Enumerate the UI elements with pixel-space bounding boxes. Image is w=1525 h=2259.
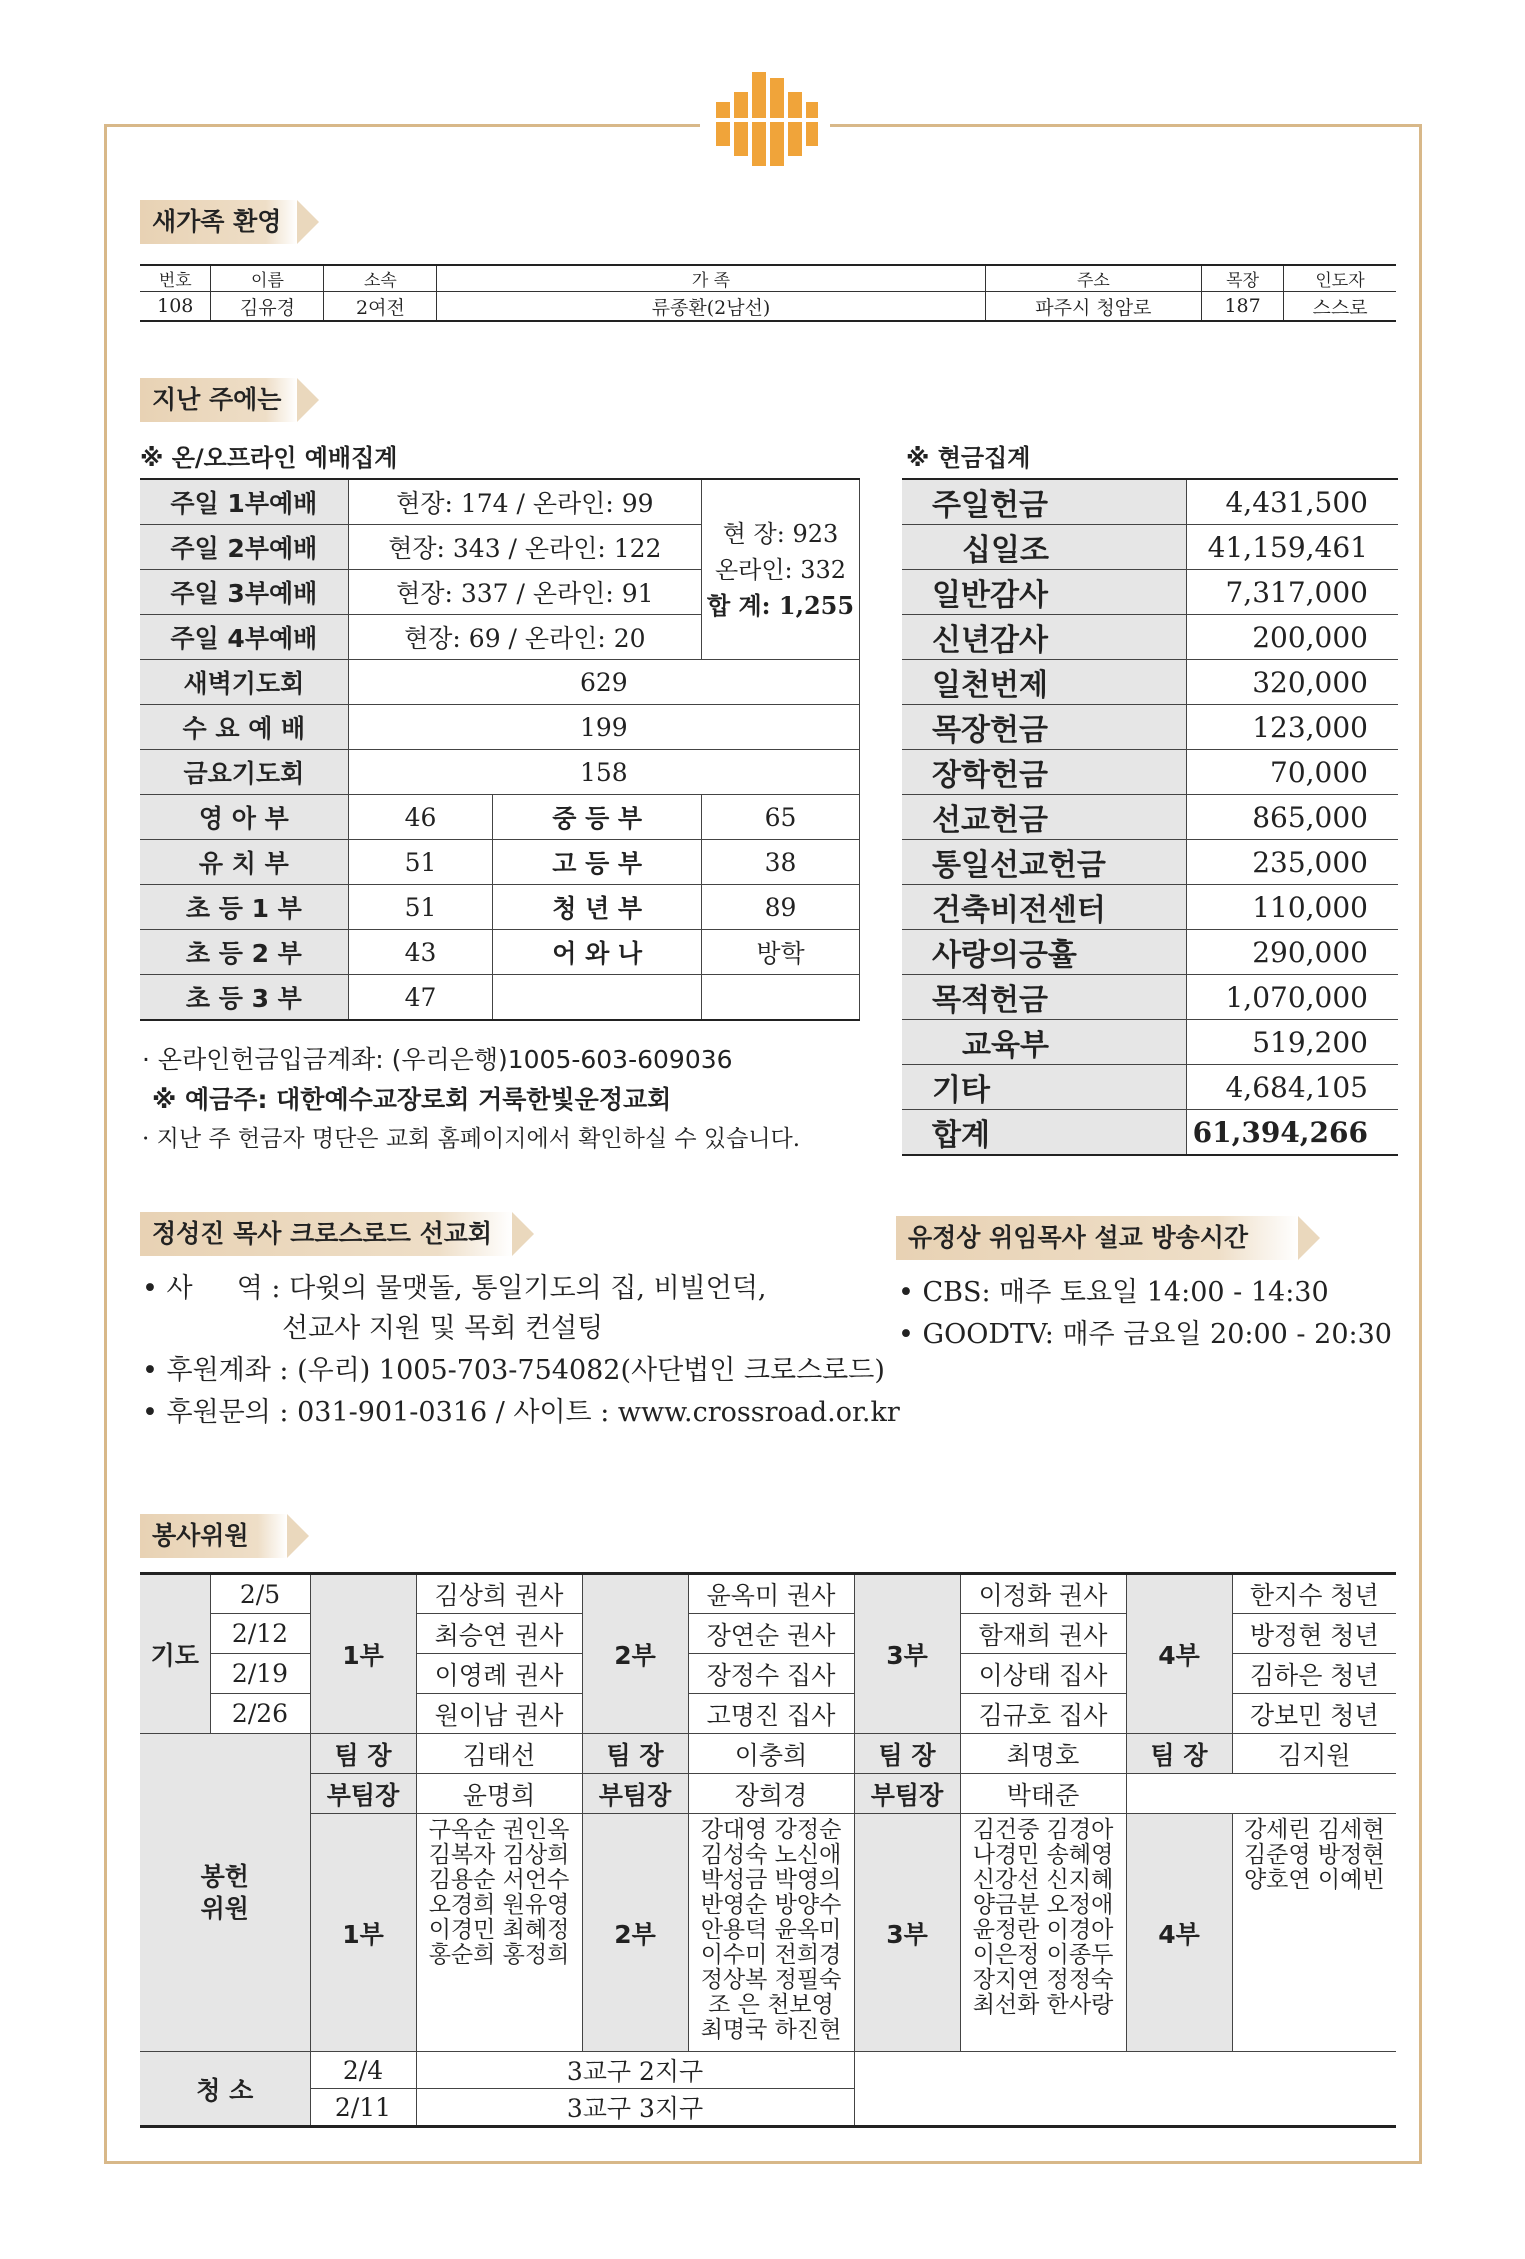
team-leader: 최명호 [960, 1734, 1126, 1774]
sub-leader: 장희경 [688, 1774, 854, 1814]
donor-list-note: · 지난 주 헌금자 명단은 교회 홈페이지에서 확인하실 수 있습니다. [142, 1126, 801, 1152]
dept-value: 방학 [702, 930, 860, 975]
dept-label: 초 등 3 부 [140, 975, 348, 1021]
sub-leader-label: 부팀장 [582, 1774, 688, 1814]
cash-label: 목적헌금 [902, 975, 1186, 1020]
prayer-part: 2부 [582, 1574, 688, 1734]
cash-title: ※ 현금집계 [906, 444, 1031, 472]
bank-account-note: · 온라인헌금입금계좌: (우리은행)1005-603-609036 [142, 1045, 733, 1074]
team-leader: 김태선 [416, 1734, 582, 1774]
cash-value: 320,000 [1186, 660, 1398, 705]
service-value: 158 [348, 750, 859, 795]
cash-label: 목장헌금 [902, 705, 1186, 750]
cash-label: 통일선교헌금 [902, 840, 1186, 885]
account-holder-note: ※ 예금주: 대한예수교장로회 거룩한빛운정교회 [152, 1085, 672, 1114]
offering-label: 봉헌 위원 [140, 1734, 310, 2052]
offering-members: 강세린 김세현 김준영 방정현 양호연 이예빈 [1232, 1814, 1396, 2052]
cleaning-area: 3교구 3지구 [416, 2089, 854, 2127]
dept-label: 어 와 나 [493, 930, 702, 975]
prayer-name: 김하은 청년 [1232, 1654, 1396, 1694]
last-week-title: 지난 주에는 [140, 378, 297, 422]
offering-part: 3부 [854, 1814, 960, 2052]
broadcast-title: 유정상 위임목사 설교 방송시간 [896, 1216, 1298, 1260]
cash-label: 기타 [902, 1065, 1186, 1110]
team-leader-label: 팀 장 [1126, 1734, 1232, 1774]
prayer-date: 2/5 [210, 1574, 310, 1614]
dept-value: 47 [348, 975, 493, 1021]
prayer-name: 고명진 집사 [688, 1694, 854, 1734]
dept-label [493, 975, 702, 1021]
crossroad-ministry: • 사 역 : 다윗의 물맷돌, 통일기도의 집, 비빌언덕, [142, 1273, 767, 1304]
sub-leader: 박태준 [960, 1774, 1126, 1814]
church-logo-icon [712, 62, 822, 172]
offering-members: 강대영 강정순 김성숙 노신애 박성금 박영의 반영순 방양수 안용덕 윤옥미 이수미 전희경 정상복 정필숙 조 은 천보영 최명국 하진현 [688, 1814, 854, 2052]
nf-cell: 류종환(2남선) [437, 292, 985, 322]
cash-label: 주일헌금 [902, 479, 1186, 525]
prayer-name: 이상태 집사 [960, 1654, 1126, 1694]
cash-label: 교육부 [902, 1020, 1186, 1065]
service-label: 주일 1부예배 [140, 479, 348, 525]
cash-value: 865,000 [1186, 795, 1398, 840]
service-committee-title: 봉사위원 [140, 1514, 287, 1558]
prayer-part: 3부 [854, 1574, 960, 1734]
nf-header: 주소 [985, 265, 1202, 292]
service-value: 현장: 343 / 온라인: 122 [348, 525, 701, 570]
new-family-table [140, 264, 1396, 322]
service-value: 현장: 337 / 온라인: 91 [348, 570, 701, 615]
cleaning-label: 청 소 [140, 2052, 310, 2127]
attendance-title: ※ 온/오프라인 예배집계 [140, 444, 398, 472]
cash-label: 일반감사 [902, 570, 1186, 615]
service-label: 주일 2부예배 [140, 525, 348, 570]
offering-members: 구옥순 권인옥 김복자 김상희 김용순 서언수 오경희 원유영 이경민 최혜정 홍순희 홍정희 [416, 1814, 582, 2052]
cash-value: 519,200 [1186, 1020, 1398, 1065]
team-leader-label: 팀 장 [854, 1734, 960, 1774]
cash-value: 290,000 [1186, 930, 1398, 975]
cash-total-value: 61,394,266 [1186, 1110, 1398, 1156]
dept-label: 초 등 2 부 [140, 930, 348, 975]
prayer-name: 김규호 집사 [960, 1694, 1126, 1734]
team-leader: 김지원 [1232, 1734, 1396, 1774]
cash-value: 7,317,000 [1186, 570, 1398, 615]
service-value: 현장: 174 / 온라인: 99 [348, 479, 701, 525]
dept-label: 청 년 부 [493, 885, 702, 930]
cash-total-label: 합계 [902, 1110, 1186, 1156]
service-value: 현장: 69 / 온라인: 20 [348, 615, 701, 660]
prayer-name: 원이남 권사 [416, 1694, 582, 1734]
prayer-name: 이영례 권사 [416, 1654, 582, 1694]
sub-leader-label: 부팀장 [310, 1774, 416, 1814]
service-value: 629 [348, 660, 859, 705]
cleaning-area: 3교구 2지구 [416, 2052, 854, 2089]
prayer-label: 기도 [140, 1574, 210, 1734]
prayer-name: 함재희 권사 [960, 1614, 1126, 1654]
dept-value: 51 [348, 885, 493, 930]
prayer-date: 2/12 [210, 1614, 310, 1654]
nf-cell: 108 [140, 292, 211, 322]
service-value: 199 [348, 705, 859, 750]
nf-header: 번호 [140, 265, 211, 292]
cash-value: 1,070,000 [1186, 975, 1398, 1020]
dept-value: 89 [702, 885, 860, 930]
nf-cell: 187 [1202, 292, 1284, 322]
sub-leader-label: 부팀장 [854, 1774, 960, 1814]
cash-value: 70,000 [1186, 750, 1398, 795]
offering-part: 2부 [582, 1814, 688, 2052]
cash-value: 200,000 [1186, 615, 1398, 660]
nf-header: 목장 [1202, 265, 1284, 292]
prayer-name: 강보민 청년 [1232, 1694, 1396, 1734]
offering-part: 1부 [310, 1814, 416, 2052]
cash-label: 선교헌금 [902, 795, 1186, 840]
cash-value: 41,159,461 [1186, 525, 1398, 570]
dept-value: 38 [702, 840, 860, 885]
service-label: 수 요 예 배 [140, 705, 348, 750]
prayer-name: 장정수 집사 [688, 1654, 854, 1694]
prayer-name: 장연순 권사 [688, 1614, 854, 1654]
new-family-title: 새가족 환영 [140, 200, 297, 244]
prayer-name: 방정현 청년 [1232, 1614, 1396, 1654]
total-online: 온라인: 332 [714, 555, 847, 584]
offering-part: 4부 [1126, 1814, 1232, 2052]
nf-header: 가 족 [437, 265, 985, 292]
total-onsite: 현 장: 923 [722, 519, 839, 548]
dept-value [702, 975, 860, 1021]
dept-label: 유 치 부 [140, 840, 348, 885]
dept-value: 43 [348, 930, 493, 975]
cash-label: 장학헌금 [902, 750, 1186, 795]
crossroad-contact: • 후원문의 : 031-901-0316 / 사이트 : www.crossroad.or.kr [142, 1397, 900, 1428]
prayer-name: 이정화 권사 [960, 1574, 1126, 1614]
cleaning-empty [854, 2052, 1396, 2127]
service-label: 새벽기도회 [140, 660, 348, 705]
prayer-name: 한지수 청년 [1232, 1574, 1396, 1614]
service-label: 주일 4부예배 [140, 615, 348, 660]
prayer-part: 1부 [310, 1574, 416, 1734]
dept-value: 51 [348, 840, 493, 885]
sub-leader-empty [1126, 1774, 1396, 1814]
dept-value: 46 [348, 795, 493, 840]
cash-value: 235,000 [1186, 840, 1398, 885]
crossroad-account: • 후원계좌 : (우리) 1005-703-754082(사단법인 크로스로드) [142, 1355, 885, 1386]
offering-members: 김건중 김경아 나경민 송혜영 신강선 신지혜 양금분 오정애 윤정란 이경아 이은정 이종두 장지연 정정숙 최선화 한사랑 [960, 1814, 1126, 2052]
crossroad-title: 정성진 목사 크로스로드 선교회 [140, 1212, 512, 1256]
prayer-name: 김상희 권사 [416, 1574, 582, 1614]
cash-label: 일천번제 [902, 660, 1186, 705]
prayer-date: 2/26 [210, 1694, 310, 1734]
team-leader-label: 팀 장 [310, 1734, 416, 1774]
prayer-name: 윤옥미 권사 [688, 1574, 854, 1614]
cleaning-date: 2/11 [310, 2089, 416, 2127]
service-committee-table [140, 1572, 1396, 2128]
cash-label: 건축비전센터 [902, 885, 1186, 930]
nf-header: 인도자 [1284, 265, 1396, 292]
attendance-totals [702, 479, 860, 660]
nf-cell: 스스로 [1284, 292, 1396, 322]
service-label: 금요기도회 [140, 750, 348, 795]
nf-cell: 김유경 [211, 292, 324, 322]
broadcast-goodtv: • GOODTV: 매주 금요일 20:00 - 20:30 [898, 1319, 1392, 1350]
cash-label: 십일조 [902, 525, 1186, 570]
cash-value: 4,431,500 [1186, 479, 1398, 525]
team-leader: 이충희 [688, 1734, 854, 1774]
attendance-table [140, 478, 860, 1021]
prayer-name: 최승연 권사 [416, 1614, 582, 1654]
nf-cell: 파주시 청암로 [985, 292, 1202, 322]
dept-label: 영 아 부 [140, 795, 348, 840]
sub-leader: 윤명희 [416, 1774, 582, 1814]
cash-label: 신년감사 [902, 615, 1186, 660]
team-leader-label: 팀 장 [582, 1734, 688, 1774]
nf-cell: 2여전 [324, 292, 437, 322]
crossroad-ministry-cont: 선교사 지원 및 목회 컨설팅 [282, 1313, 604, 1344]
service-label: 주일 3부예배 [140, 570, 348, 615]
cash-table [902, 478, 1398, 1156]
dept-value: 65 [702, 795, 860, 840]
nf-header: 이름 [211, 265, 324, 292]
nf-header: 소속 [324, 265, 437, 292]
cleaning-date: 2/4 [310, 2052, 416, 2089]
cash-label: 사랑의긍휼 [902, 930, 1186, 975]
dept-label: 초 등 1 부 [140, 885, 348, 930]
cash-value: 123,000 [1186, 705, 1398, 750]
dept-label: 중 등 부 [493, 795, 702, 840]
cash-value: 4,684,105 [1186, 1065, 1398, 1110]
prayer-part: 4부 [1126, 1574, 1232, 1734]
prayer-date: 2/19 [210, 1654, 310, 1694]
cash-value: 110,000 [1186, 885, 1398, 930]
total-sum: 합 계: 1,255 [706, 590, 855, 620]
broadcast-cbs: • CBS: 매주 토요일 14:00 - 14:30 [898, 1277, 1329, 1308]
dept-label: 고 등 부 [493, 840, 702, 885]
